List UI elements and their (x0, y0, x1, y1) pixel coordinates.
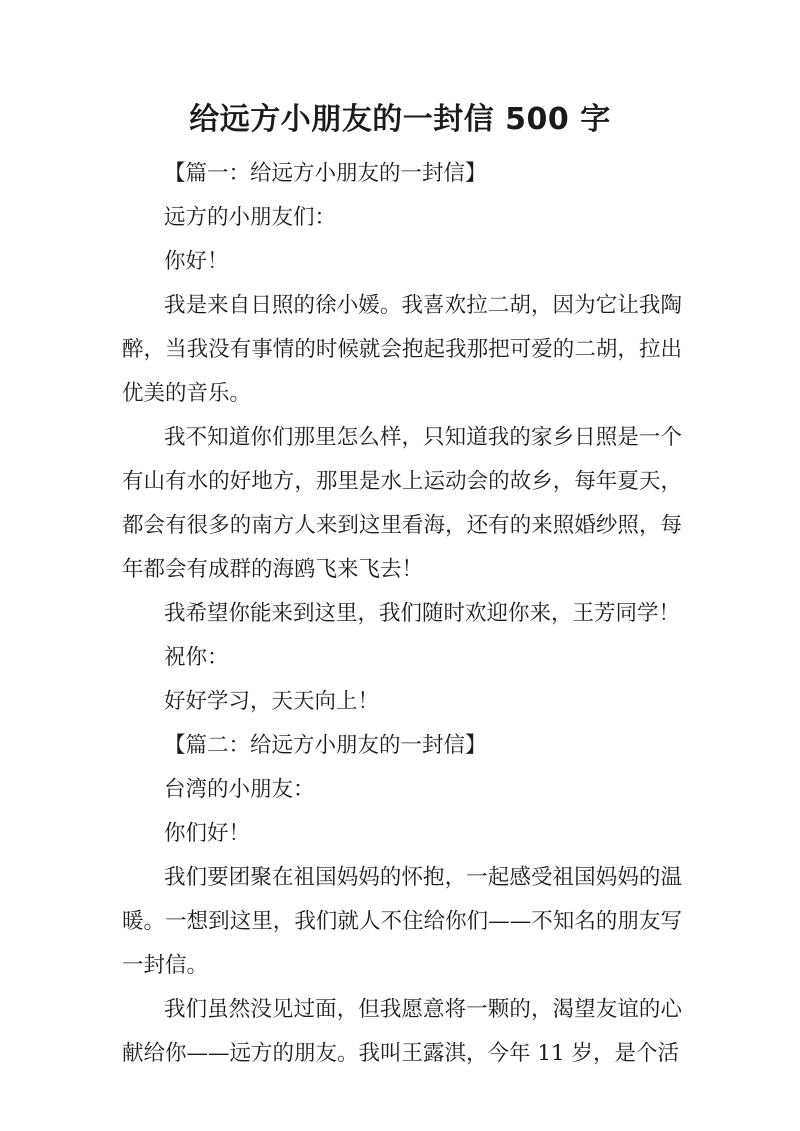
section-heading: 【篇二：给远方小朋友的一封信】 (164, 733, 487, 758)
paragraph: 我们要团聚在祖国妈妈的怀抱，一起感受祖国妈妈的温暖。一想到这里，我们就人不住给你们——不知名的朋友写一封信。 (122, 865, 682, 978)
salutation: 台湾的小朋友： (164, 777, 315, 802)
document-body (122, 152, 682, 1076)
paragraph: 我希望你能来到这里，我们随时欢迎你来，王芳同学！ (164, 601, 681, 626)
section-heading: 【篇一：给远方小朋友的一封信】 (164, 161, 487, 186)
paragraph: 我们虽然没见过面，但我愿意将一颗的，渴望友谊的心献给你——远方的朋友。我叫王露淇，今年 11 岁，是个活 (122, 997, 682, 1066)
closing-wish: 好好学习，天天向上！ (164, 689, 380, 714)
greeting: 你们好！ (164, 821, 251, 846)
greeting: 你好！ (164, 249, 229, 274)
salutation: 远方的小朋友们： (164, 205, 337, 230)
closing: 祝你： (164, 645, 229, 670)
document-title: 给远方小朋友的一封信 500 字 (189, 102, 611, 137)
paragraph: 我不知道你们那里怎么样，只知道我的家乡日照是一个有山有水的好地方，那里是水上运动会的故乡，每年夏天，都会有很多的南方人来到这里看海，还有的来照婚纱照，每年都会有成群的海鸥飞来飞去！ (122, 425, 682, 582)
paragraph: 我是来自日照的徐小媛。我喜欢拉二胡，因为它让我陶醉，当我没有事情的时候就会抱起我那把可爱的二胡，拉出优美的音乐。 (122, 293, 682, 406)
